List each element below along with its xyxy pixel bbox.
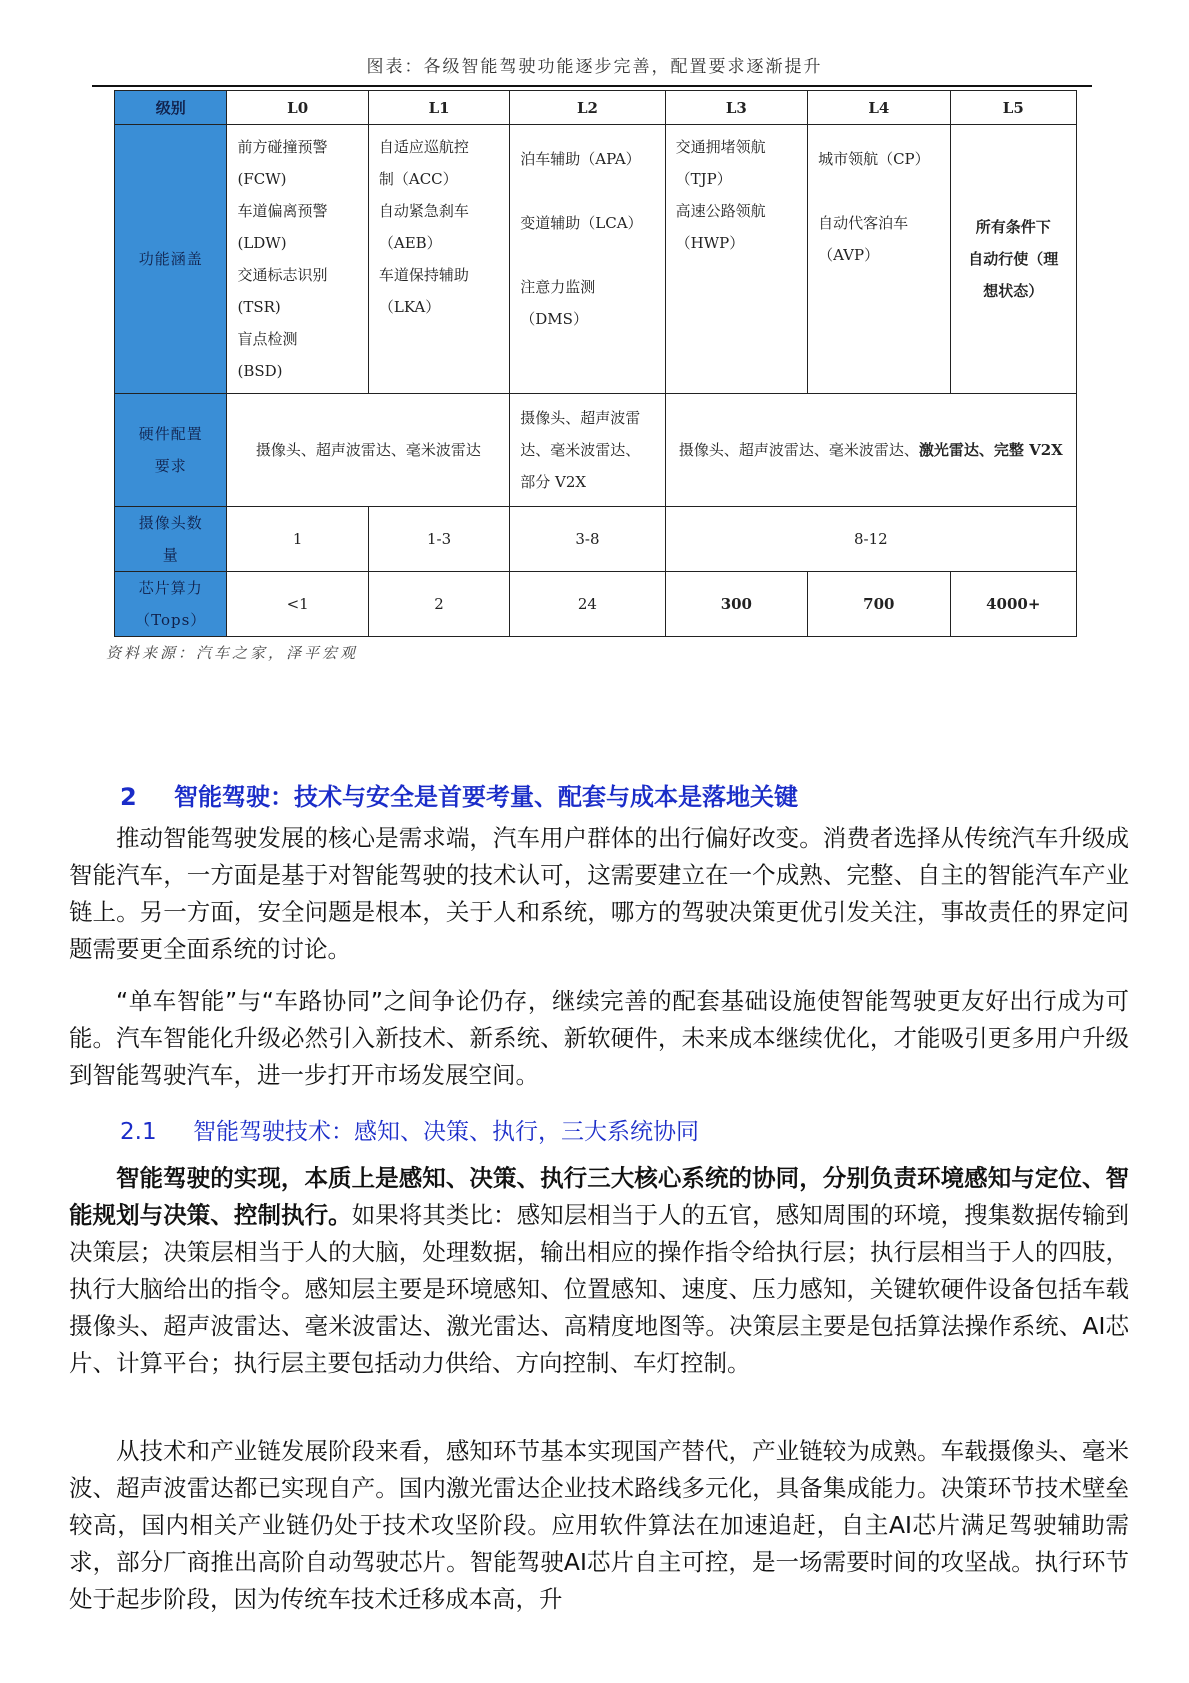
camera-label-text: 摄像头数量 <box>138 514 203 564</box>
header-level: 级别 <box>115 91 227 125</box>
paragraph-three-systems-bold: 智能驾驶的实现，本质上是感知、决策、执行三大核心系统的协同，分别负责环境感知与定位、智能规划与决策、控制执行。 <box>69 1164 1129 1229</box>
subsection-title: 智能驾驶技术：感知、决策、执行，三大系统协同 <box>193 1119 699 1145</box>
cell-line: 自动行使（理 <box>968 250 1059 268</box>
cell-line: 城市领航（CP） <box>818 150 930 168</box>
cell-line: 注意力监测 <box>520 278 596 296</box>
cell-line: 高速公路领航 <box>675 202 766 220</box>
chip-l3: 300 <box>665 572 807 637</box>
cell-line: 盲点检测 <box>237 330 298 348</box>
paragraph-three-systems <box>69 1160 1129 1382</box>
chip-label-unit: （Tops） <box>135 611 207 629</box>
function-l4-list <box>808 125 949 277</box>
hardware-l2 <box>510 394 665 507</box>
cell-line: 想状态） <box>983 282 1044 300</box>
header-l3: L3 <box>665 91 807 125</box>
section-title: 智能驾驶：技术与安全是首要考量、配套与成本是落地关键 <box>174 783 798 811</box>
cell-line: (TSR) <box>237 298 281 316</box>
cell-line: 自适应巡航控 <box>378 138 469 156</box>
hardware-l2-text: 摄像头、超声波雷达、毫米波雷达、部分 V2X <box>520 409 641 491</box>
function-l3-list <box>666 125 807 265</box>
paragraph-infrastructure: “单车智能”与“车路协同”之间争论仍存，继续完善的配套基础设施使智能驾驶更友好出行成为可能。汽车智能化升级必然引入新技术、新系统、新软硬件，未来成本继续优化，才能吸引更多用户升级到智能驾驶汽车，进一步打开市场发展空间。 <box>69 987 1129 1089</box>
cell-line <box>818 175 939 207</box>
cell-line: （DMS） <box>520 310 588 328</box>
function-row <box>115 125 1077 394</box>
header-l5: L5 <box>950 91 1076 125</box>
function-l5-list <box>951 211 1076 307</box>
cell-line: (BSD) <box>237 362 283 380</box>
driving-levels-table <box>114 90 1077 637</box>
camera-l2: 3-8 <box>510 507 665 572</box>
chip-l2: 24 <box>510 572 665 637</box>
chip-l0: <1 <box>227 572 368 637</box>
hardware-label <box>115 394 227 507</box>
hardware-l0-l1-text: 摄像头、超声波雷达、毫米波雷达 <box>255 441 481 459</box>
hardware-label-text: 硬件配置要求 <box>138 425 203 475</box>
chip-row <box>115 572 1077 637</box>
cell-line: 所有条件下 <box>975 218 1051 236</box>
header-l0: L0 <box>227 91 368 125</box>
function-l1-list <box>369 125 509 329</box>
cell-line: 变道辅助（LCA） <box>520 214 643 232</box>
chip-l1: 2 <box>368 572 509 637</box>
cell-line: 自动紧急刹车 <box>378 202 469 220</box>
header-l4: L4 <box>808 91 950 125</box>
section-number: 2 <box>120 783 137 811</box>
cell-line <box>520 239 654 271</box>
function-l5 <box>950 125 1076 394</box>
hardware-l3-l5 <box>665 394 1076 507</box>
chip-l4: 700 <box>808 572 950 637</box>
header-l2: L2 <box>510 91 665 125</box>
cell-line <box>520 175 654 207</box>
source-note: 资料来源：汽车之家，泽平宏观 <box>106 644 359 662</box>
camera-label <box>115 507 227 572</box>
subsection-number: 2.1 <box>120 1119 157 1145</box>
cell-line: 车道偏离预警 <box>237 202 328 220</box>
camera-l0: 1 <box>227 507 368 572</box>
paragraph-three-systems-rest: 如果将其类比：感知层相当于人的五官，感知周围的环境，搜集数据传输到决策层；决策层相当于人的大脑，处理数据，输出相应的操作指令给执行层；执行层相当于人的四肢，执行大脑给出的指令。感知层主要是环境感知、位置感知、速度、压力感知，关键软硬件设备包括车载摄像头、超声波雷达、毫米波雷达、激光雷达、高精度地图等。决策层主要是包括算法操作系统、AI芯片、计算平台；执行层主要包括动力供给、方向控制、车灯控制。 <box>69 1201 1130 1377</box>
function-l2 <box>510 125 665 394</box>
paragraph-demand: 推动智能驾驶发展的核心是需求端，汽车用户群体的出行偏好改变。消费者选择从传统汽车升级成智能汽车，一方面是基于对智能驾驶的技术认可，这需要建立在一个成熟、完整、自主的智能汽车产业链上。另一方面，安全问题是根本，关于人和系统，哪方的驾驶决策更优引发关注，事故责任的界定问题需要更全面系统的讨论。 <box>69 824 1129 963</box>
cell-line: 前方碰撞预警 <box>237 138 328 156</box>
cell-line: （LKA） <box>378 298 441 316</box>
function-l2-list <box>510 125 664 341</box>
hardware-l3-l5-bold-text: 激光雷达、完整 V2X <box>918 441 1063 459</box>
hardware-l0-l1 <box>227 394 510 507</box>
subsection-heading <box>120 1113 699 1146</box>
cell-line: （TJP） <box>675 170 732 188</box>
cell-line: （AEB） <box>378 234 442 252</box>
table-top-rule <box>92 85 1092 87</box>
camera-l3-l5: 8-12 <box>665 507 1076 572</box>
chip-label-text: 芯片算力 <box>138 579 203 597</box>
header-l1: L1 <box>368 91 509 125</box>
table-header-row <box>115 91 1077 125</box>
cell-line: 制（ACC） <box>378 170 458 188</box>
figure-caption: 图表：各级智能驾驶功能逐步完善，配置要求逐渐提升 <box>366 57 823 77</box>
cell-line: (LDW) <box>237 234 287 252</box>
function-l3 <box>665 125 807 394</box>
chip-l5: 4000+ <box>950 572 1076 637</box>
cell-line: （HWP） <box>675 234 745 252</box>
function-label: 功能涵盖 <box>115 125 227 394</box>
cell-line: 交通标志识别 <box>237 266 328 284</box>
hardware-l3-l5-text: 摄像头、超声波雷达、毫米波雷达、 <box>678 441 919 459</box>
function-l1 <box>368 125 509 394</box>
camera-row <box>115 507 1077 572</box>
cell-line: 车道保持辅助 <box>378 266 469 284</box>
cell-line: 泊车辅助（APA） <box>520 150 641 168</box>
function-l0-list <box>227 125 367 393</box>
cell-line: (FCW) <box>237 170 287 188</box>
paragraph-industry-chain: 从技术和产业链发展阶段来看，感知环节基本实现国产替代，产业链较为成熟。车载摄像头、毫米波、超声波雷达都已实现自产。国内激光雷达企业技术路线多元化，具备集成能力。决策环节技术壁垒较高，国内相关产业链仍处于技术攻坚阶段。应用软件算法在加速追赶，自主AI芯片满足驾驶辅助需求，部分厂商推出高阶自动驾驶芯片。智能驾驶AI芯片自主可控，是一场需要时间的攻坚战。执行环节处于起步阶段，因为传统车技术迁移成本高，升 <box>69 1437 1129 1613</box>
cell-line: （AVP） <box>818 246 880 264</box>
function-l0 <box>227 125 368 394</box>
camera-l1: 1-3 <box>368 507 509 572</box>
hardware-row <box>115 394 1077 507</box>
function-l4 <box>808 125 950 394</box>
section-heading <box>120 777 798 812</box>
cell-line: 交通拥堵领航 <box>675 138 766 156</box>
cell-line: 自动代客泊车 <box>818 214 909 232</box>
chip-label <box>115 572 227 637</box>
